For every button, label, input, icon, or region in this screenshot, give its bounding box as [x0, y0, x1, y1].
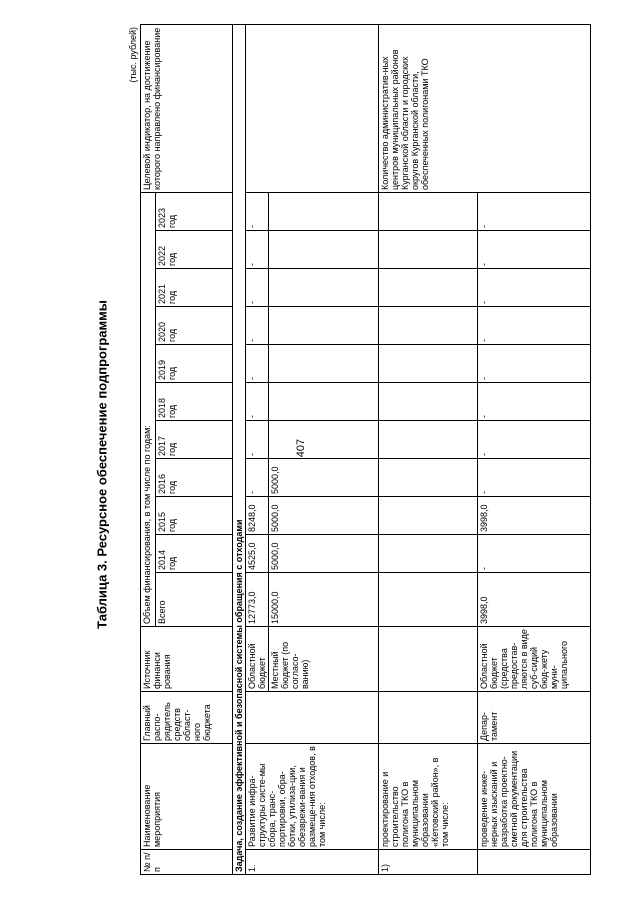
row-indicator: Количество административ-ных центров муниципальных районов Курганской области и городских округов Курганской области, обеспеченных полигонами ТКО [379, 25, 591, 193]
row-year-value: - [478, 269, 591, 307]
row-name: проведение инже-нерных изысканий и разработка проектно-сметной документации для строительства полигона ТКО в муниципальном образовании [478, 744, 591, 850]
row-name: проектирование и строительство полигона ТКО в муниципальном образовании «Кетовский район», в том числе: [379, 744, 478, 850]
header-total: Всего [156, 573, 233, 627]
row-year-value: 3998,0 [478, 497, 591, 535]
row-year-value: 5000,0 [269, 535, 379, 573]
row-year-value [269, 269, 379, 307]
row-year-value: - [246, 345, 269, 383]
row-year-value: - [478, 231, 591, 269]
header-source: Источник финанси рования [141, 627, 233, 692]
row-year-value [379, 459, 478, 497]
header-year: 2016 год [156, 459, 233, 497]
row-year-value: 4525,0 [246, 535, 269, 573]
header-indicator: Целевой индикатор, на достижение которого направлено финансирование [141, 25, 233, 193]
row-year-value: 5000,0 [269, 497, 379, 535]
row-year-value: - [478, 383, 591, 421]
row-year-value [379, 193, 478, 231]
row-year-value [379, 535, 478, 573]
row-year-value: - [246, 269, 269, 307]
header-year: 2019 год [156, 345, 233, 383]
row-indicator [246, 25, 379, 193]
row-year-value: - [246, 383, 269, 421]
row-source: Областной бюджет (средства предостав-ляются в виде суб-сидий бюд-жету муни-ципального [478, 627, 591, 692]
row-total [379, 573, 478, 627]
row-year-value: - [478, 193, 591, 231]
row-year-value [379, 497, 478, 535]
row-num: 1. [246, 850, 379, 875]
header-num: № п/п [141, 850, 233, 875]
rotated-sheet [126, 25, 611, 875]
header-year: 2023 год [156, 193, 233, 231]
row-year-value [269, 383, 379, 421]
header-year: 2015 год [156, 497, 233, 535]
row-year-value: - [478, 421, 591, 459]
row-year-value: - [246, 193, 269, 231]
row-year-value [269, 193, 379, 231]
row-source [379, 627, 478, 692]
header-year: 2014 год [156, 535, 233, 573]
header-year: 2021 год [156, 269, 233, 307]
row-year-value: - [246, 307, 269, 345]
task-row [233, 25, 246, 875]
table-row [379, 25, 478, 875]
row-year-value [379, 231, 478, 269]
row-year-value: - [478, 345, 591, 383]
row-total: 3998,0 [478, 573, 591, 627]
resource-table [140, 24, 591, 875]
row-manager [379, 692, 478, 744]
row-num: 1) [379, 850, 478, 875]
header-year: 2018 год [156, 383, 233, 421]
row-year-value [269, 345, 379, 383]
row-total: 15000,0 [269, 573, 379, 627]
row-year-value: - [246, 421, 269, 459]
table-area [126, 25, 611, 875]
row-year-value: - [246, 231, 269, 269]
header-manager: Главный распо-рядитель средств област-ного бюджета [141, 692, 233, 744]
row-year-value: - [478, 535, 591, 573]
row-num [478, 850, 591, 875]
row-year-value: - [478, 459, 591, 497]
header-row-1 [141, 25, 156, 875]
row-year-value [269, 307, 379, 345]
table-title: Таблица 3. Ресурсное обеспечение подпрограммы [94, 300, 110, 629]
row-year-value [379, 421, 478, 459]
row-manager: Депар-тамент [478, 692, 591, 744]
row-source: Областной бюджет [246, 627, 269, 692]
row-year-value [379, 307, 478, 345]
row-year-value: 8248,0 [246, 497, 269, 535]
row-year-value: - [478, 307, 591, 345]
row-total: 12773,0 [246, 573, 269, 627]
row-year-value [379, 383, 478, 421]
row-year-value [379, 345, 478, 383]
row-year-value: - [246, 459, 269, 497]
header-funding-group: Объем финансирования, в том числе по годам: [141, 193, 156, 627]
header-year: 2022 год [156, 231, 233, 269]
header-year: 2017 год [156, 421, 233, 459]
row-manager [246, 692, 379, 744]
row-year-value [269, 231, 379, 269]
task-text: Задача, создание эффективной и безопасной системы обращения с отходами [233, 25, 246, 875]
row-name: Развитие инфра-структуры систе-мы сбора, транс-портировки, обра-ботки, утилиза-ции, обезврежи-вания и размеще-ния отходов, в том числе: [246, 744, 379, 850]
page-number: 407 [295, 438, 307, 458]
row-source: Местный бюджет (по согласо-ванию) [269, 627, 379, 692]
table-row [246, 25, 269, 875]
row-year-value [379, 269, 478, 307]
row-year-value [269, 421, 379, 459]
row-year-value: 5000,0 [269, 459, 379, 497]
units-label: (тыс. рублей) [128, 27, 138, 83]
header-name: Наименование мероприятия [141, 744, 233, 850]
header-year: 2020 год [156, 307, 233, 345]
